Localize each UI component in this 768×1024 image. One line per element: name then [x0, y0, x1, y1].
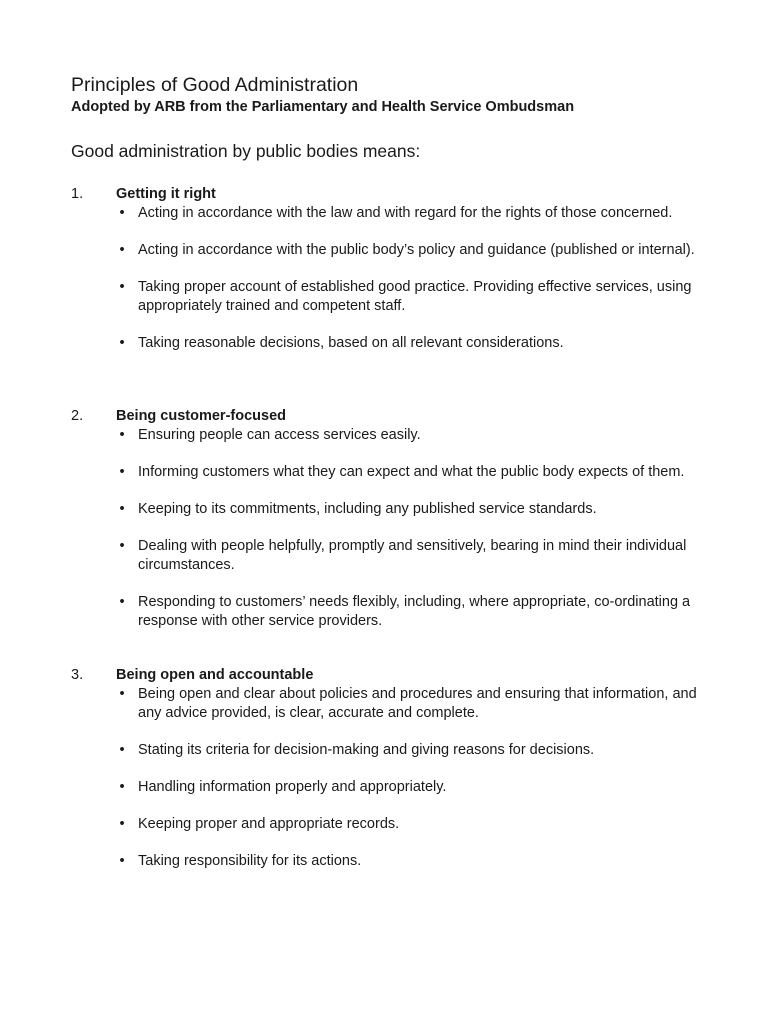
bullet-item	[71, 426, 711, 445]
bullet-icon: •	[119, 205, 125, 221]
bullet-text: Taking reasonable decisions, based on all relevant considerations.	[138, 335, 564, 351]
bullet-text: Acting in accordance with the public body’s policy and guidance (published or internal).	[138, 242, 695, 258]
bullet-icon: •	[119, 686, 125, 702]
bullet-text: Responding to customers’ needs flexibly, including, where appropriate, co-ordinating a response with other service providers.	[138, 594, 691, 629]
bullet-text: Dealing with people helpfully, promptly and sensitively, bearing in mind their individual circumstances.	[138, 538, 687, 573]
bullet-item	[71, 463, 711, 482]
section-number: 3.	[71, 667, 84, 683]
section-getting-it-right	[71, 184, 711, 353]
document-subtitle: Adopted by ARB from the Parliamentary and Health Service Ombudsman	[71, 99, 575, 115]
bullet-item	[71, 852, 711, 871]
bullet-text: Taking responsibility for its actions.	[138, 853, 362, 869]
bullet-icon: •	[119, 242, 125, 258]
bullet-text: Being open and clear about policies and procedures and ensuring that information, and any advice provided, is clear, accurate and complete.	[138, 686, 697, 721]
section-heading	[71, 665, 711, 685]
bullet-item	[71, 537, 711, 575]
bullet-icon: •	[119, 816, 125, 832]
bullet-icon: •	[119, 464, 125, 480]
bullet-icon: •	[119, 501, 125, 517]
bullet-list	[71, 426, 711, 631]
bullet-item	[71, 815, 711, 834]
section-number: 1.	[71, 186, 84, 202]
section-number: 2.	[71, 408, 84, 424]
intro-heading: Good administration by public bodies means:	[71, 141, 421, 161]
bullet-list	[71, 204, 711, 353]
bullet-icon: •	[119, 427, 125, 443]
bullet-text: Handling information properly and appropriately.	[138, 779, 447, 795]
bullet-item	[71, 685, 711, 723]
bullet-icon: •	[119, 594, 125, 610]
bullet-text: Stating its criteria for decision-making and giving reasons for decisions.	[138, 742, 595, 758]
bullet-text: Informing customers what they can expect and what the public body expects of them.	[138, 464, 685, 480]
bullet-icon: •	[119, 742, 125, 758]
bullet-icon: •	[119, 279, 125, 295]
bullet-icon: •	[119, 538, 125, 554]
bullet-text: Taking proper account of established good practice. Providing effective services, using appropriately trained and competent staff.	[138, 279, 692, 314]
bullet-item	[71, 241, 711, 260]
bullet-item	[71, 778, 711, 797]
section-being-open-and-accountable	[71, 665, 711, 871]
bullet-list	[71, 685, 711, 871]
bullet-item	[71, 500, 711, 519]
bullet-text: Keeping to its commitments, including any published service standards.	[138, 501, 597, 517]
bullet-text: Acting in accordance with the law and with regard for the rights of those concerned.	[138, 205, 673, 221]
bullet-item	[71, 334, 711, 353]
section-title: Getting it right	[116, 186, 216, 202]
section-being-customer-focused	[71, 406, 711, 631]
bullet-text: Keeping proper and appropriate records.	[138, 816, 400, 832]
bullet-text: Ensuring people can access services easily.	[138, 427, 421, 443]
bullet-item	[71, 593, 711, 631]
section-title: Being customer-focused	[116, 408, 286, 424]
document-title: Principles of Good Administration	[71, 74, 359, 96]
section-heading	[71, 406, 711, 426]
bullet-item	[71, 741, 711, 760]
bullet-icon: •	[119, 853, 125, 869]
bullet-icon: •	[119, 335, 125, 351]
section-heading	[71, 184, 711, 204]
bullet-icon: •	[119, 779, 125, 795]
bullet-item	[71, 204, 711, 223]
section-title: Being open and accountable	[116, 667, 314, 683]
bullet-item	[71, 278, 711, 316]
